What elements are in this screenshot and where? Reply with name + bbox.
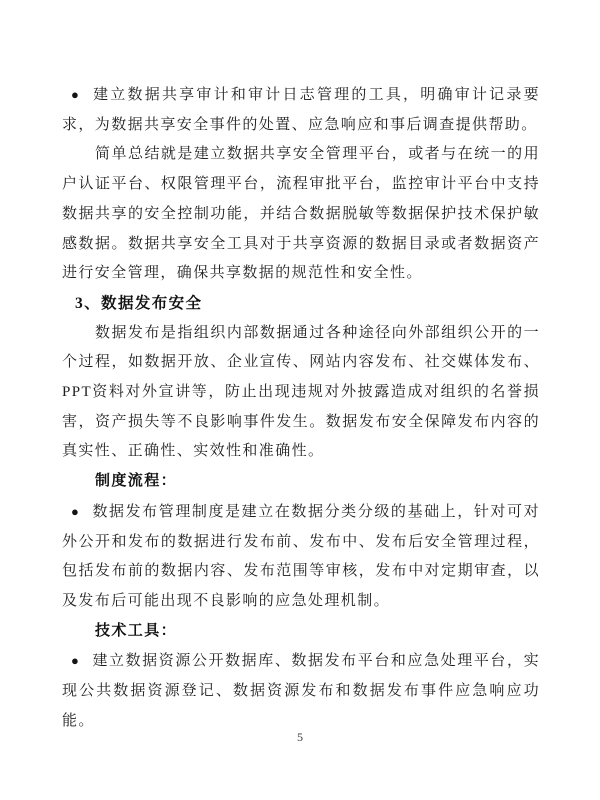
subsection-heading-process: 制度流程： xyxy=(95,473,178,490)
body-paragraph: 数据发布是指组织内部数据通过各种途径向外部组织公开的一个过程，如数据开放、企业宣传、网站内容发布、社交媒体发布、PPT资料对外宣讲等，防止出现违规对外披露造成对组织的名誉损害，资产损失等不良影响事件发生。数据发布安全保障发布内容的真实性、正确性、实效性和准确性。 xyxy=(62,324,540,460)
bullet-item-text: 建立数据资源公开数据库、数据发布平台和应急处理平台，实现公共数据资源登记、数据资源发布和数据发布事件应急响应功能。 xyxy=(62,653,540,729)
bullet-item-text: 数据发布管理制度是建立在数据分类分级的基础上，针对可对外公开和发布的数据进行发布前、发布中、发布后安全管理过程，包括发布前的数据内容、发布范围等审核，发布中对定期审查，以及发布后可能出现不良影响的应急处理机制。 xyxy=(62,503,540,609)
section-heading: 3、数据发布安全 xyxy=(75,294,203,312)
bullet-item xyxy=(62,497,540,617)
subsection-heading-tools: 技术工具： xyxy=(95,622,178,639)
bullet-icon: ● xyxy=(71,87,82,102)
bullet-item xyxy=(62,80,540,140)
body-paragraph: 简单总结就是建立数据共享安全管理平台，或者与在统一的用户认证平台、权限管理平台，流程审批平台，监控审计平台中支持数据共享的安全控制功能，并结合数据脱敏等数据保护技术保护敏感数据。数据共享安全工具对于共享资源的数据目录或者数据资产进行安全管理，确保共享数据的规范性和安全性。 xyxy=(62,146,540,282)
bullet-item-text: 建立数据共享审计和审计日志管理的工具，明确审计记录要求，为数据共享安全事件的处置、应急响应和事后调查提供帮助。 xyxy=(62,87,540,133)
bullet-icon: ● xyxy=(71,503,81,519)
page-number: 5 xyxy=(297,730,303,745)
bullet-icon: ● xyxy=(71,653,81,669)
